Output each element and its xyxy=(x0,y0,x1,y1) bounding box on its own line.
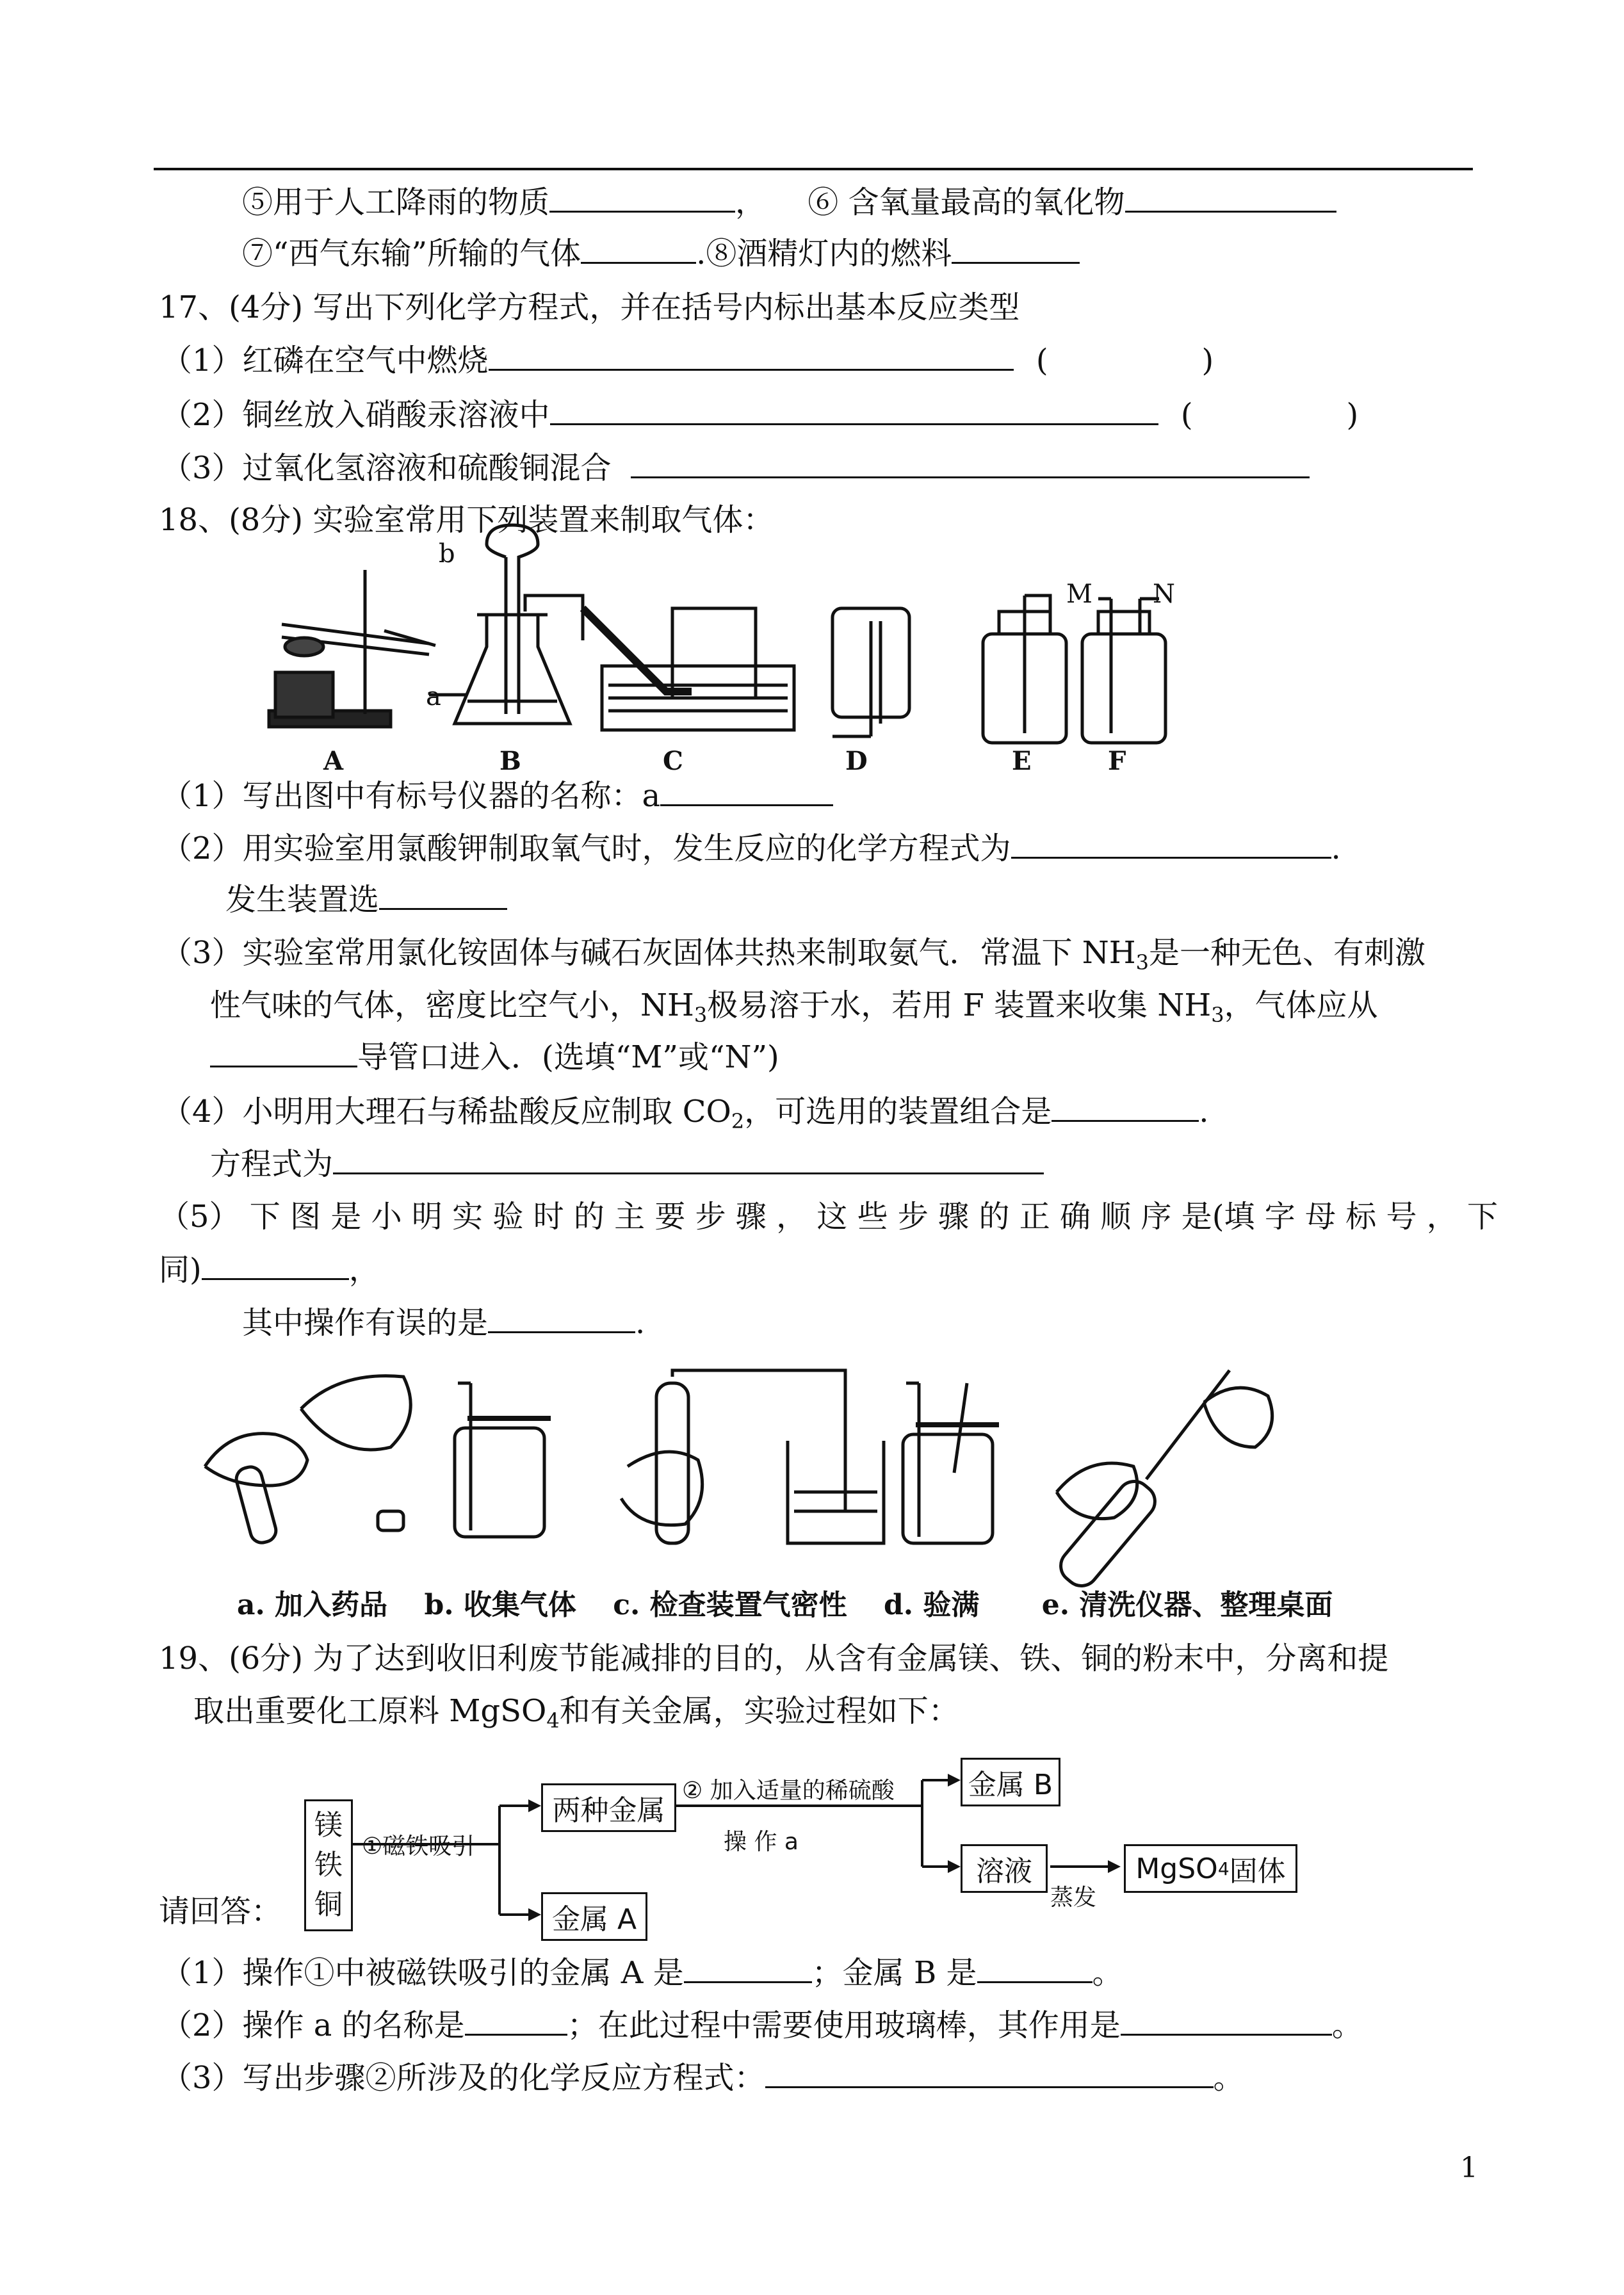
mixed-metals-box xyxy=(304,1799,353,1931)
apparatus-label-c: C xyxy=(663,746,683,776)
question-18-1 xyxy=(161,776,833,815)
q18-3b-text-2: 极易溶于水，若用 F 装置来收集 NH xyxy=(707,987,1212,1023)
q17-3-text: （3）过氧化氢溶液和硫酸铜混合 xyxy=(161,450,612,486)
answer-blank[interactable] xyxy=(660,776,833,806)
question-18-2b xyxy=(225,880,507,919)
question-18-4c xyxy=(210,1144,1044,1183)
step1-label: ①磁铁吸引 xyxy=(362,1833,475,1860)
q19-1-text: （1）操作①中被磁铁吸引的金属 A 是 xyxy=(161,1955,684,1991)
paren-close: ) xyxy=(1346,397,1359,433)
mgso4-solid-box xyxy=(1124,1844,1297,1893)
answer-blank[interactable] xyxy=(765,2058,1214,2088)
comma: ， xyxy=(735,184,767,220)
question-19-prompt: 请回答： xyxy=(159,1894,282,1929)
question-19-title-2 xyxy=(193,1692,959,1740)
conical-flask xyxy=(455,615,570,724)
alcohol-lamp xyxy=(275,672,333,717)
question-18-3a xyxy=(161,934,1425,982)
subscript: 3 xyxy=(694,1003,708,1027)
question-17-3 xyxy=(161,448,1310,487)
question-18-5b xyxy=(159,1250,380,1289)
item-6-text: ⑥ 含氧量最高的氧化物 xyxy=(808,184,1125,220)
answer-blank[interactable] xyxy=(977,1953,1092,1983)
q18-3b-text: 性气味的气体，密度比空气小，NH xyxy=(210,987,694,1023)
q17-1-text: （1）红磷在空气中燃烧 xyxy=(161,343,489,378)
q18-2b-text: 发生装置选 xyxy=(225,882,380,918)
period: 。 xyxy=(1092,1955,1123,1991)
step-a-caption: a. 加入药品 xyxy=(237,1589,388,1621)
step-d-caption: d. 验满 xyxy=(883,1589,980,1621)
product-formula: MgSO xyxy=(1135,1852,1218,1885)
test-tube-c xyxy=(656,1383,688,1543)
metal-a-box: 金属 A xyxy=(541,1892,647,1941)
q18-1-text: （1）写出图中有标号仪器的名称：a xyxy=(161,778,661,814)
period: . xyxy=(635,1305,646,1341)
answer-blank[interactable] xyxy=(1121,2006,1332,2036)
question-18-4 xyxy=(161,1092,1209,1140)
answer-blank[interactable] xyxy=(333,1144,1044,1174)
q18-3-text: （3）实验室常用氯化铵固体与碱石灰固体共热来制取氨气．常温下 NH xyxy=(161,935,1136,971)
q19-text: 取出重要化工原料 MgSO xyxy=(193,1693,547,1729)
step2-label: ② 加入适量的稀硫酸 xyxy=(682,1778,895,1804)
question-19-1 xyxy=(161,1953,1123,1992)
test-tube-a xyxy=(234,1464,279,1545)
answer-blank[interactable] xyxy=(1011,829,1331,859)
step-e-caption: e. 清洗仪器、整理桌面 xyxy=(1041,1589,1333,1621)
answer-blank[interactable] xyxy=(1052,1092,1199,1122)
bottle-d xyxy=(903,1434,993,1543)
step-captions xyxy=(237,1582,1360,1623)
subscript: 3 xyxy=(1211,1003,1224,1027)
step-c-caption: c. 检查装置气密性 xyxy=(613,1589,847,1621)
apparatus-label-d: D xyxy=(845,746,868,776)
apparatus-label-b: B xyxy=(499,746,521,776)
step-b-caption: b. 收集气体 xyxy=(424,1589,576,1621)
q18-3c-text: 导管口进入．(选填“M”或“N”) xyxy=(357,1039,779,1075)
bottle-e xyxy=(983,634,1066,743)
q19-2-text-2: ；在此过程中需要使用玻璃棒，其作用是 xyxy=(567,2007,1121,2043)
paren-open: ( xyxy=(1180,397,1193,433)
stand-base xyxy=(269,711,391,727)
subscript: 2 xyxy=(731,1109,745,1133)
separatory-funnel xyxy=(487,525,538,714)
apparatus-label-a: A xyxy=(323,746,344,776)
q18-4-text: （4）小明用大理石与稀盐酸反应制取 CO xyxy=(161,1094,731,1130)
q18-5b-text: 同) xyxy=(159,1252,202,1288)
answer-blank[interactable] xyxy=(379,880,507,910)
period: 。 xyxy=(1213,2060,1244,2096)
tube-m xyxy=(1098,599,1111,733)
question-18-title: 18、(8分) 实验室常用下列装置来制取气体： xyxy=(159,502,774,538)
question-18-2 xyxy=(161,829,1341,868)
comma: ， xyxy=(348,1252,380,1288)
paren-open: ( xyxy=(1035,343,1048,378)
q18-3-text-2: 是一种无色、有刺激 xyxy=(1149,935,1426,971)
question-18-5c xyxy=(242,1303,645,1342)
product-state: 固体 xyxy=(1229,1855,1286,1888)
q18-3b-text-3: ，气体应从 xyxy=(1224,987,1378,1023)
question-17-2 xyxy=(161,395,1358,434)
answer-blank[interactable] xyxy=(465,2006,567,2036)
question-18-5a: （5） 下 图 是 小 明 实 验 时 的 主 要 步 骤 ， 这 些 步 骤 的 正 确 顺 序 是(填 字 母 标 号 ， 下 xyxy=(159,1199,1498,1235)
q18-4c-text: 方程式为 xyxy=(210,1146,334,1182)
inverted-bottle-d xyxy=(832,608,909,717)
question-17-1 xyxy=(161,341,1214,380)
page-number: 1 xyxy=(1460,2152,1478,2184)
period: 。 xyxy=(1331,2007,1363,2043)
q18-2-text: （2）用实验室用氯酸钾制取氧气时，发生反应的化学方程式为 xyxy=(161,831,1011,866)
answer-blank[interactable] xyxy=(1125,182,1336,213)
answer-blank[interactable] xyxy=(549,182,735,213)
instrument-label-b: b xyxy=(439,539,455,569)
test-tube-a xyxy=(282,624,429,644)
collecting-bottle xyxy=(672,608,756,698)
subscript: 4 xyxy=(546,1708,560,1733)
metal-b-box: 金属 B xyxy=(961,1758,1060,1806)
subscript: 4 xyxy=(1217,1858,1230,1879)
water-trough xyxy=(602,666,794,730)
question-16-item-5-6 xyxy=(242,182,1336,222)
hand-a-left xyxy=(205,1434,307,1486)
hand-e-right xyxy=(1204,1388,1272,1447)
q17-2-text: （2）铜丝放入硝酸汞溶液中 xyxy=(161,397,550,433)
metal-fe-label: 铁 xyxy=(314,1849,343,1881)
answer-blank[interactable] xyxy=(202,1250,349,1280)
q19-1-text-2: ；金属 B 是 xyxy=(811,1955,977,1991)
solution-box: 溶液 xyxy=(961,1844,1048,1893)
metal-mg-label: 镁 xyxy=(314,1809,343,1842)
answer-blank[interactable] xyxy=(684,1953,812,1983)
tube-label-m: M xyxy=(1066,580,1092,609)
question-16-item-7-8 xyxy=(242,234,1080,273)
answer-blank[interactable] xyxy=(581,234,696,264)
item-7-text: ⑦“西气东输”所输的气体 xyxy=(242,236,581,272)
question-18-3b xyxy=(210,986,1378,1034)
answer-blank[interactable] xyxy=(631,448,1310,478)
hand-a-right xyxy=(301,1376,410,1450)
evaporate-label: 蒸发 xyxy=(1050,1885,1097,1911)
hand-e-left xyxy=(1057,1463,1137,1519)
q19-3-text: （3）写出步骤②所涉及的化学反应方程式： xyxy=(161,2060,765,2096)
answer-blank[interactable] xyxy=(210,1037,357,1067)
question-19-title: 19、(6分) 为了达到收旧利废节能减排的目的，从含有金属镁、铁、铜的粉末中，分离和提 xyxy=(159,1641,1389,1676)
period: . xyxy=(1331,831,1341,866)
bottle-f xyxy=(1082,634,1165,743)
instrument-label-a: a xyxy=(426,682,441,711)
q19-text-2: 和有关金属，实验过程如下： xyxy=(559,1693,959,1729)
bottle-b xyxy=(455,1428,544,1537)
test-tube-e xyxy=(1054,1475,1162,1593)
question-19-2 xyxy=(161,2006,1363,2045)
hand-c xyxy=(621,1452,702,1525)
q18-4-text-2: ，可选用的装置组合是 xyxy=(744,1094,1052,1130)
subscript: 3 xyxy=(1135,950,1149,975)
two-metals-box: 两种金属 xyxy=(541,1783,676,1832)
question-18-3c xyxy=(210,1037,779,1076)
apparatus-label-f: F xyxy=(1108,746,1126,776)
paren-close: ) xyxy=(1201,343,1214,378)
metal-cu-label: 铜 xyxy=(314,1888,343,1921)
question-19-3 xyxy=(161,2058,1244,2097)
answer-blank[interactable] xyxy=(488,1303,635,1333)
item-8-text: .⑧酒精灯内的燃料 xyxy=(696,236,952,272)
question-17-title: 17、(4分) 写出下列化学方程式，并在括号内标出基本反应类型 xyxy=(159,289,1020,325)
apparatus-label-e: E xyxy=(1012,746,1032,776)
answer-blank[interactable] xyxy=(550,395,1158,425)
q19-2-text: （2）操作 a 的名称是 xyxy=(161,2007,465,2043)
tube-label-n: N xyxy=(1153,580,1175,609)
answer-blank[interactable] xyxy=(489,341,1014,371)
operation-a-label: 操 作 a xyxy=(724,1829,799,1855)
answer-blank[interactable] xyxy=(952,234,1080,264)
beaker xyxy=(788,1441,884,1543)
item-5-text: ⑤用于人工降雨的物质 xyxy=(242,184,550,220)
period: . xyxy=(1199,1094,1209,1130)
header-rule xyxy=(154,168,1473,170)
q18-5c-text: 其中操作有误的是 xyxy=(242,1305,489,1341)
